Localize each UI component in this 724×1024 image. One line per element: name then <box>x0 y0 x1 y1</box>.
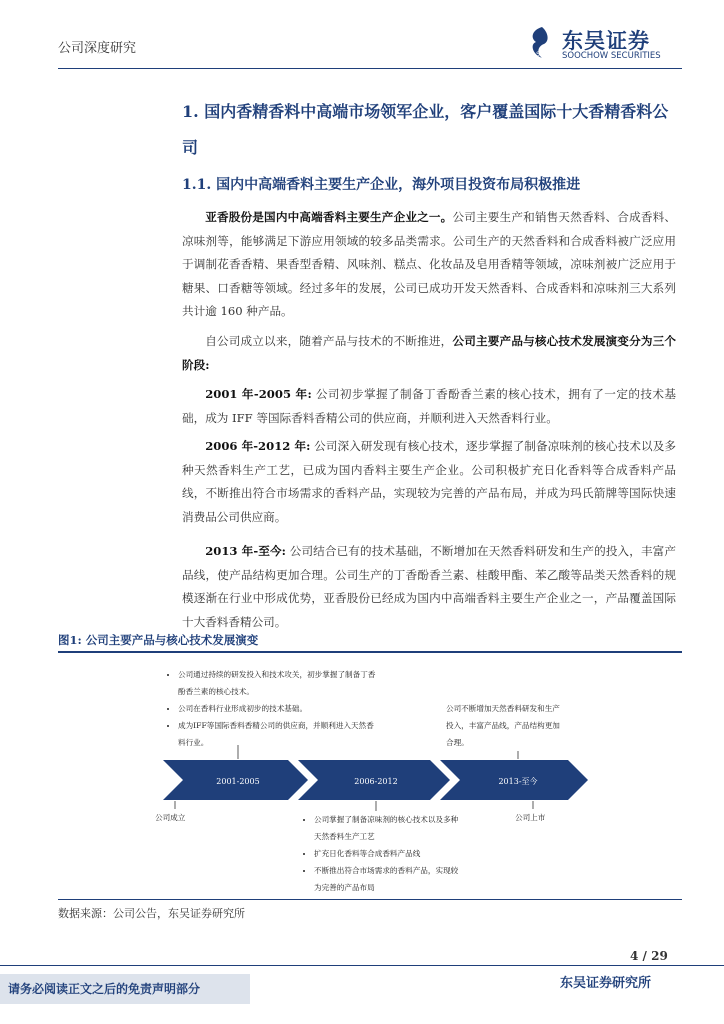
page-number: 4 / 29 <box>630 949 668 963</box>
figure-title: 图1: 公司主要产品与核心技术发展演变 <box>58 633 259 647</box>
stage-label-3: 2013-至今 <box>498 777 538 786</box>
section-heading-1: 1. 国内香精香料中高端市场领军企业，客户覆盖国际十大香精香料公司 <box>182 102 669 157</box>
disclaimer-notice: 请务必阅读正文之后的免责声明部分 <box>0 974 250 1004</box>
stage-2-label: 2006 年-2012 年: <box>205 439 311 453</box>
top-left-bullet-3: • 成为IFF等国际香料香精公司的供应商，并顺利进入天然香料行业。 <box>178 717 376 751</box>
milestone-listed: 公司上市 <box>515 813 546 822</box>
footer-divider <box>0 965 724 966</box>
logo-chinese-text: 东吴证券 <box>562 29 650 53</box>
top-right-note: 公司不断增加天然香料研发和生产投入，丰富产品线，产品结构更加合理。 <box>446 704 560 747</box>
stage-1-label: 2001 年-2005 年: <box>205 387 312 401</box>
paragraph-stages-lead: 公司主要产品与核心技术发展演变分为三个阶段: <box>182 334 676 372</box>
paragraph-intro-body: 公司主要生产和销售天然香料、合成香料、凉味剂等，能够满足下游应用领域的较多品类需求。公司生产的天然香料和合成香料被广泛应用于调制花香香精、果香型香精、风味剂、糕点、化妆品及皂用香精等领域，凉味剂被广泛应用于糖果、口香糖等领域。经过多年的发展，公司已成功开发天然香料、合成香料和凉味剂三大系列共计逾 160 种产品。 <box>182 210 676 318</box>
stage-1-body: 公司初步掌握了制备丁香酚香兰素的核心技术，拥有了一定的技术基础，成为 IFF 等国际香料香精公司的供应商，并顺利进入天然香料行业。 <box>182 387 676 425</box>
paragraph-stage-2 <box>182 435 676 529</box>
stage-3-body: 公司结合已有的技术基础，不断增加在天然香料研发和生产的投入，丰富产品线，使产品结构更加合理。公司生产的丁香酚香兰素、桂酸甲酯、苯乙酸等品类天然香料的规模逐渐在行业中形成优势，亚香股份已经成为国内中高端香料主要生产企业之一，产品覆盖国际十大香料香精公司。 <box>182 544 676 629</box>
footer-institute: 东吴证券研究所 <box>560 976 652 991</box>
paragraph-stages-body: 自公司成立以来，随着产品与技术的不断推进， <box>205 334 453 348</box>
milestone-founded: 公司成立 <box>155 813 186 822</box>
stage-label-2: 2006-2012 <box>354 777 398 786</box>
stage-3-label: 2013 年-至今: <box>205 544 286 558</box>
section-heading-1-1: 1.1. 国内中高端香料主要生产企业，海外项目投资布局积极推进 <box>182 177 581 193</box>
report-type-label: 公司深度研究 <box>58 41 137 56</box>
paragraph-stage-1 <box>182 383 676 430</box>
figure-source: 数据来源：公司公告，东吴证券研究所 <box>58 907 245 920</box>
logo-mark-icon <box>528 26 556 60</box>
bottom-bullets <box>302 811 462 896</box>
figure-bottom-rule <box>58 899 682 900</box>
bottom-bullet-2: • 扩充日化香料等合成香料产品线 <box>314 845 462 862</box>
figure-top-rule <box>58 651 682 653</box>
stage-2-body: 公司深入研发现有核心技术，逐步掌握了制备凉味剂的核心技术以及多种天然香料生产工艺，已成为国内香料主要生产企业。公司积极扩充日化香料等合成香料产品线，不断推出符合市场需求的香料产品，实现较为完善的产品布局，并成为玛氏箭牌等国际快速消费品公司供应商。 <box>182 439 676 524</box>
paragraph-intro <box>182 206 676 324</box>
logo-english-text: SOOCHOW SECURITIES <box>562 51 661 61</box>
header-divider <box>58 68 682 69</box>
company-logo <box>528 24 678 64</box>
paragraph-stages <box>182 330 676 377</box>
top-left-bullet-1: • 公司通过持续的研发投入和技术攻关，初步掌握了制备丁香酚香兰素的核心技术。 <box>178 666 376 700</box>
top-left-bullets <box>166 666 376 751</box>
svg-text:SCS: SCS <box>536 51 548 58</box>
bottom-bullet-3: • 不断推出符合市场需求的香料产品，实现较为完善的产品布局 <box>314 862 462 896</box>
paragraph-intro-lead: 亚香股份是国内中高端香料主要生产企业之一。 <box>205 210 453 224</box>
bottom-bullet-1: • 公司掌握了制备凉味剂的核心技术以及多种天然香料生产工艺 <box>314 811 462 845</box>
top-left-bullet-2: • 公司在香料行业形成初步的技术基础。 <box>178 700 376 717</box>
paragraph-stage-3 <box>182 540 676 634</box>
stage-label-1: 2001-2005 <box>216 777 260 786</box>
